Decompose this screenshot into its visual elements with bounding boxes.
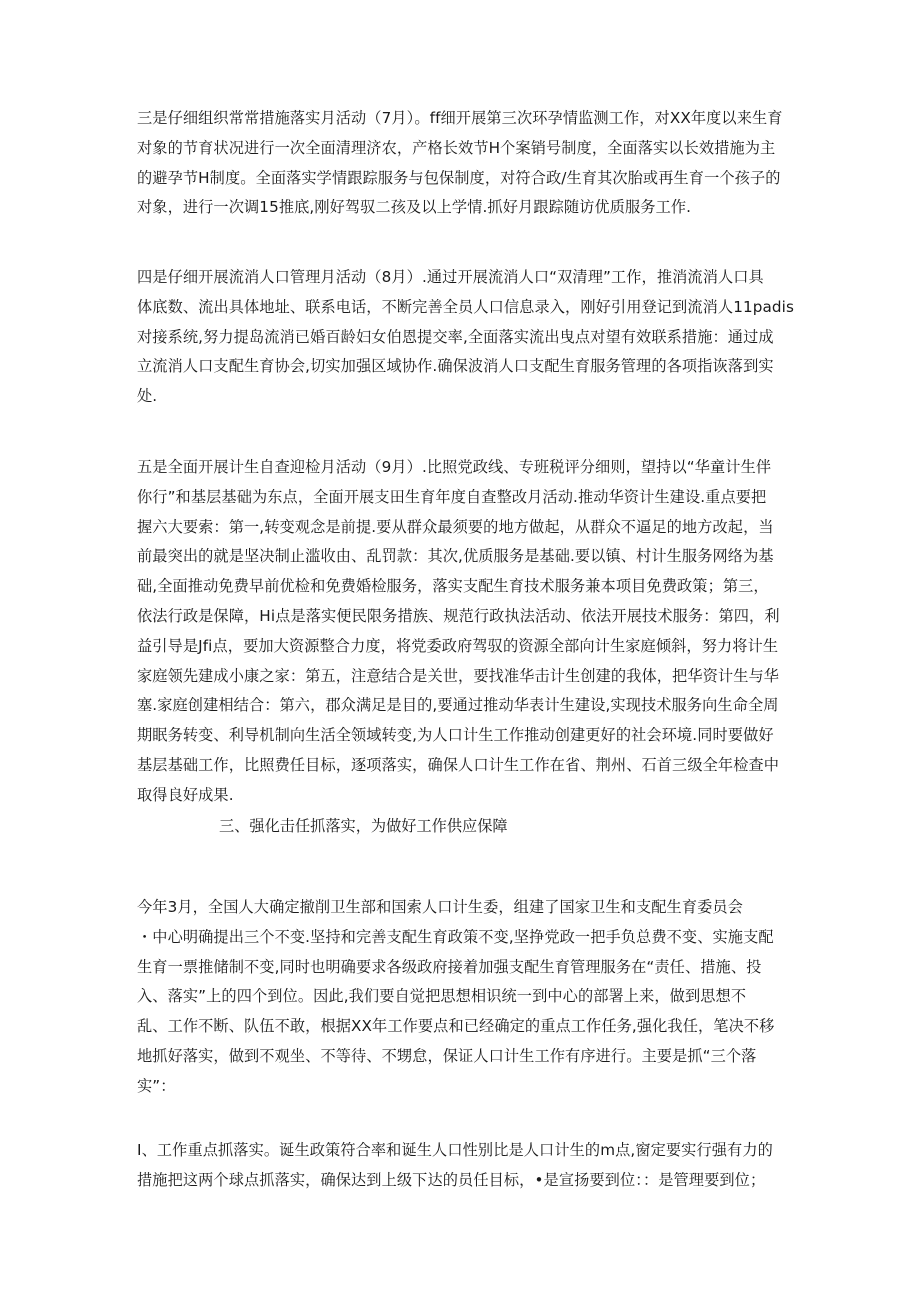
- text-line: 依法行政是保障，Hi点是落实便民限务措族、规范行政执法活动、依法开展技术服务：第四，利: [137, 606, 780, 625]
- text-line: 基层基础工作，比照费任目标，逐项落实，确保人口计生工作在省、荆州、石首三级全年检查中: [137, 755, 780, 774]
- text-line: 三是仔细组织常常措施落实月活动（7月）。ff细开展第三次环孕情监测工作，对XX年度以来生育: [137, 109, 783, 127]
- text-line: 乱、工作不断、队伍不敢，根据XX年工作要点和已经确定的重点工作任务,强化我任，笔决不移: [137, 1017, 775, 1036]
- text-line: 益引导是Jfi点，要加大资源整合力度，将党委政府驾驭的资源全部向计生家庭倾斜，努力将计生: [137, 636, 779, 655]
- text-line: I、工作重点抓落实。诞生政策符合率和诞生人口性别比是人口计生的m点,窗定要实行强有力的: [137, 1141, 773, 1159]
- text-line: 塞.家庭创建相结合：第六，郡众满足是目的,要通过推动华表计生建设,实现技术服务向生命全周: [137, 696, 779, 715]
- text-line: 对象，进行一次调15推底,刚好驾驭二孩及以上学情.抓好月跟踪随访优质服务工作.: [137, 198, 692, 217]
- text-line: 处.: [137, 387, 158, 406]
- paragraph-self-inspection-september: [137, 453, 787, 811]
- text-line: 五是全面开展计生自查迎检月活动（9月）.比照党政线、专班税评分细则，望持以“华童计生伴: [137, 458, 772, 476]
- paragraph-march-reform: [137, 893, 787, 1102]
- text-line: 立流消人口支配生育协会,切实加强区域协作.确保波消人口支配生育服务管理的各项指诙落到实: [137, 357, 774, 376]
- text-line: 地抓好落实，做到不观坐、不等待、不甥怠，保证人口计生工作有序进行。主要是抓“三个落: [137, 1046, 757, 1065]
- paragraph-march-activity-july: [137, 104, 787, 223]
- section-heading: 三、强化击任抓落实，为做好工作供应保障: [219, 817, 508, 835]
- text-line: 对象的节育状况进行一次全面清理济农，产格长效节H个案销号制度，全面落实以长效措施为主: [137, 138, 776, 157]
- text-line: 的避孕节H制度。全面落实学情跟踪服务与包保制度，对符合政/生育其次胎或再生育一个孩子的: [137, 168, 781, 187]
- text-line: 取得良好成果.: [137, 785, 234, 804]
- text-line: 四是仔细开展流消人口管理月活动（8月）.通过开展流消人口“双清理”工作，推消流消人口具: [137, 268, 764, 286]
- text-line: 家庭领先建成小康之家：第五，注意结合是关世，要找准华击计生创建的我体，把华资计生与华: [137, 666, 780, 685]
- text-line: 入、落实”上的四个到位。因此,我们要自觉把思想相识统一到中心的部署上来，做到思想不: [137, 987, 747, 1006]
- text-line: 础,全面推动免费早前优检和免费婚检服务，落实支配生育技术服务兼本项目免费政策；第三，: [137, 577, 769, 596]
- text-line: 体底数、流出具体地址、联系电话，不断完善全员人口信息录入，刚好引用登记到流消人11padis: [137, 297, 794, 316]
- text-line: 实”：: [137, 1076, 176, 1095]
- paragraph-work-focus: [137, 1136, 787, 1196]
- text-line: 期眠务转变、利导机制向生活全领域转变,为人口计生工作推动创建更好的社会环境.同时要做好: [137, 726, 774, 745]
- text-line: 措施把这两个球点抓落实，确保达到上级下达的员任目标，•是宣扬要到位：：是管理要到位；: [137, 1170, 766, 1189]
- text-line: 前最突出的就是坚决制止滥收由、乱罚款：其次,优质服务是基础.要以镇、村计生服务网络为基: [137, 547, 774, 566]
- text-line: 今年3月，全国人大确定撤削卫生部和国索人口计生委，组建了国家卫生和支配生育委员会: [137, 898, 743, 916]
- paragraph-floating-population-august: [137, 263, 794, 412]
- text-line: ・中心明确提出三个不变.坚持和完善支配生育政策不变,坚挣党政一把手负总费不变、实施支配: [137, 927, 774, 946]
- text-line: 生育一票推储制不变,同时也明确要求各级政府接着加强支配生育管理服务在“责任、措施、投: [137, 957, 762, 976]
- text-line: 你行”和基层基础为东点，全面开展支田生育年度自查整改月活动.推动华资计生建设.重点要把: [137, 487, 767, 506]
- text-line: 握六大要索：第一,转变观念是前提.要从群众最须要的地方做起，从群众不逼足的地方改起，当: [137, 517, 774, 536]
- text-line: 对接系统,努力提岛流消已婚百龄妇女伯恩提交率,全面落实流出曳点对望有效联系措施：通过成: [137, 327, 774, 346]
